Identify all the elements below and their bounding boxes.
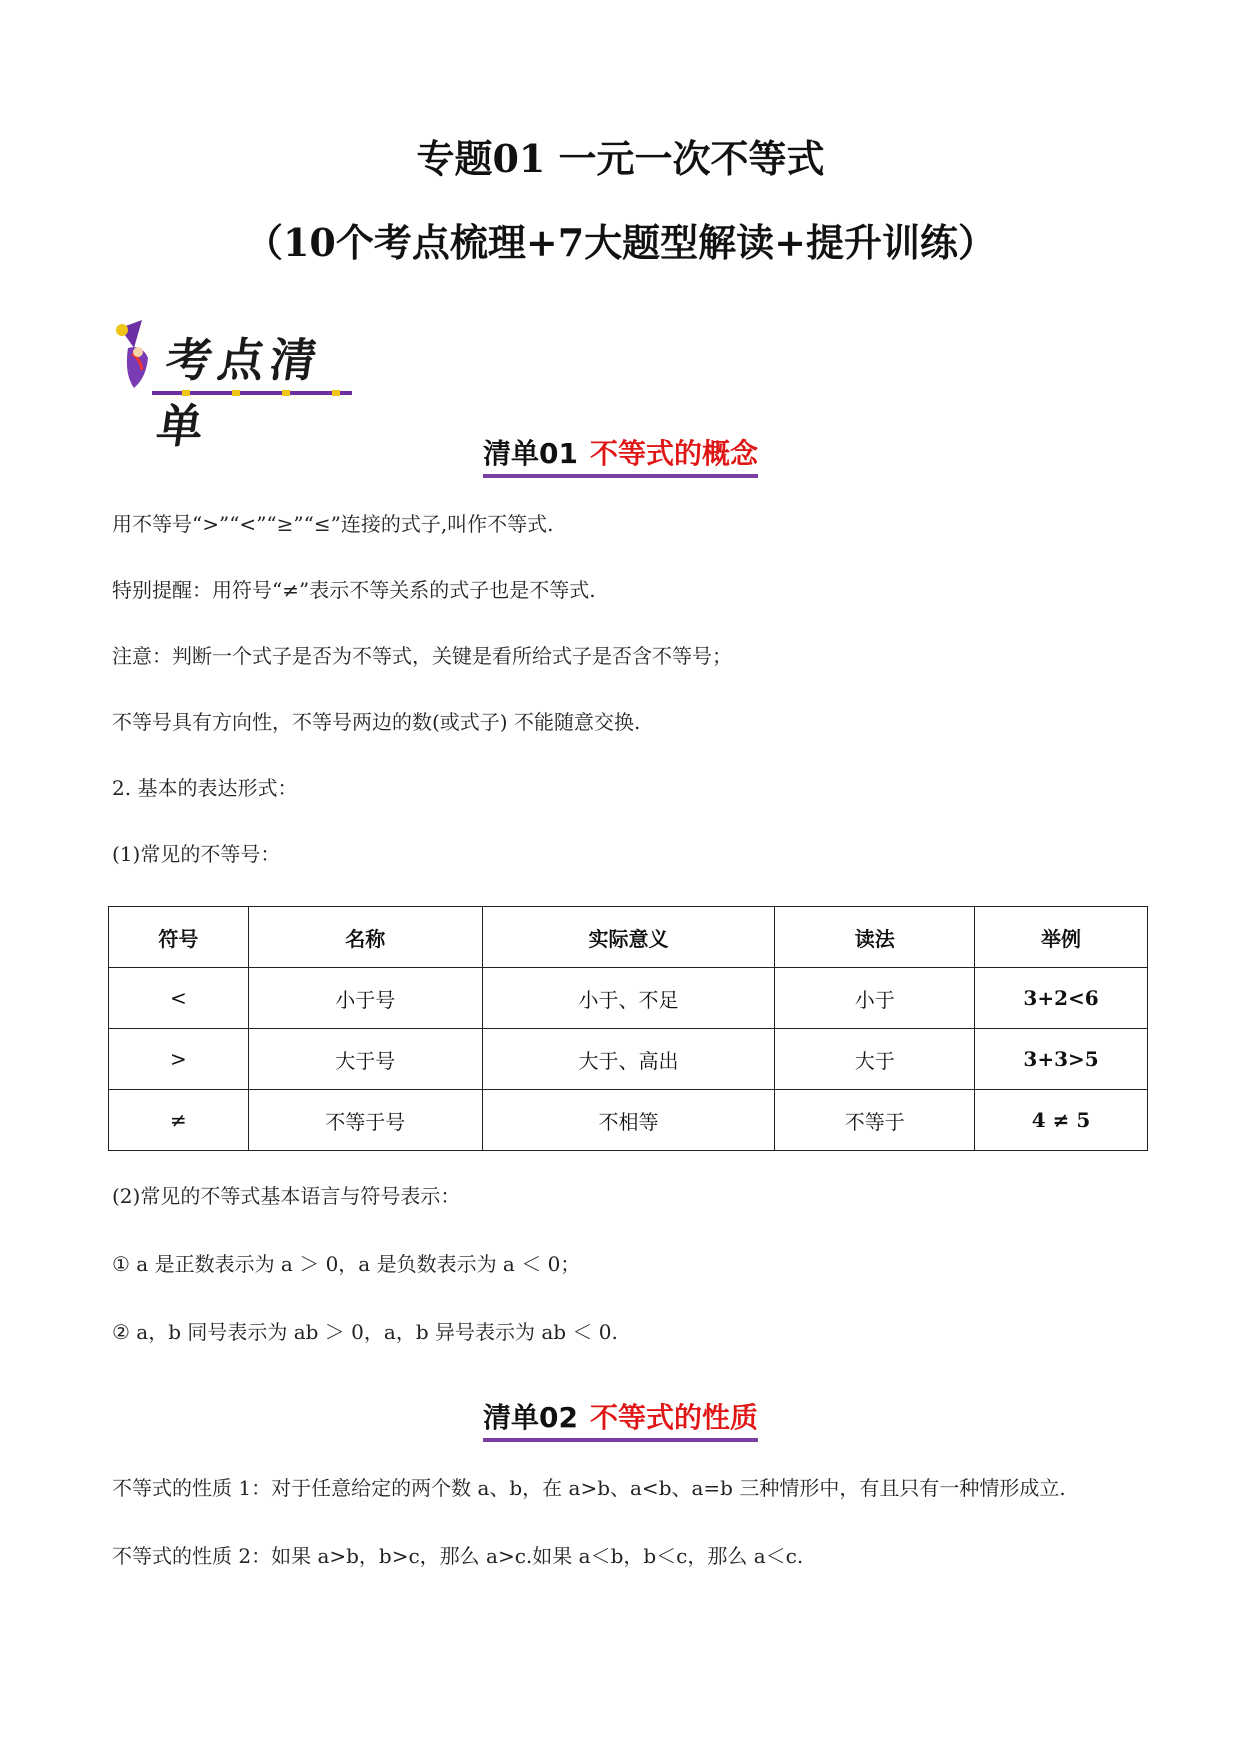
paragraph: 特别提醒：用符号“≠”表示不等关系的式子也是不等式.: [112, 578, 596, 602]
table-cell: 不等于号: [248, 1090, 482, 1151]
section-name: 不等式的性质: [589, 1401, 758, 1434]
paragraph: ① a 是正数表示为 a ＞ 0，a 是负数表示为 a ＜ 0；: [112, 1252, 581, 1276]
table-header-row: [109, 907, 1148, 968]
paragraph: 不等式的性质 1：对于任意给定的两个数 a、b，在 a>b、a<b、a=b 三种情形中，有且只有一种情形成立.: [112, 1476, 1066, 1500]
logo-text: 考点清单: [153, 333, 327, 453]
table-cell: 小于号: [248, 968, 482, 1029]
table-cell: 大于号: [248, 1029, 482, 1090]
logo-dashed-line: [152, 390, 352, 396]
paragraph: (1)常见的不等号：: [112, 842, 281, 866]
paragraph: 2. 基本的表达形式：: [112, 776, 298, 800]
paragraph: (2)常见的不等式基本语言与符号表示：: [112, 1184, 461, 1208]
kaodian-qingdan-logo: [112, 318, 362, 453]
paragraph: 注意：判断一个式子是否为不等式，关键是看所给式子是否含不等号；: [112, 644, 732, 668]
section-heading-2: [0, 1396, 1241, 1442]
section-heading-1: [0, 432, 1241, 478]
table-row: [109, 1090, 1148, 1151]
table-cell: ≠: [109, 1090, 249, 1151]
table-header: 读法: [775, 907, 975, 968]
section-name: 不等式的概念: [589, 437, 758, 470]
table-cell: >: [109, 1029, 249, 1090]
doc-subtitle: （10个考点梳理+7大题型解读+提升训练）: [244, 220, 996, 265]
table-cell: 3+2<6: [975, 968, 1148, 1029]
doc-title: 专题01 一元一次不等式: [416, 136, 825, 181]
table-cell: <: [109, 968, 249, 1029]
table-cell: 大于、高出: [482, 1029, 775, 1090]
table-cell: 不等于: [775, 1090, 975, 1151]
table-cell: 大于: [775, 1029, 975, 1090]
table-cell: 3+3>5: [975, 1029, 1148, 1090]
paragraph: 不等号具有方向性，不等号两边的数(或式子) 不能随意交换.: [112, 710, 641, 734]
table-row: [109, 968, 1148, 1029]
paragraph: 用不等号“>”“<”“≥”“≤”连接的式子,叫作不等式.: [112, 512, 554, 536]
table-cell: 不相等: [482, 1090, 775, 1151]
table-header: 名称: [248, 907, 482, 968]
table-header: 举例: [975, 907, 1148, 968]
table-cell: 4 ≠ 5: [975, 1090, 1148, 1151]
table-cell: 小于: [775, 968, 975, 1029]
table-row: [109, 1029, 1148, 1090]
section-number: 清单02: [483, 1401, 578, 1434]
inequality-sign-table: [108, 906, 1148, 1151]
table-header: 符号: [109, 907, 249, 968]
paragraph: ② a，b 同号表示为 ab ＞ 0，a，b 异号表示为 ab ＜ 0.: [112, 1320, 618, 1344]
section-number: 清单01: [483, 437, 578, 470]
table-header: 实际意义: [482, 907, 775, 968]
paragraph: 不等式的性质 2：如果 a>b，b>c，那么 a>c.如果 a＜b，b＜c，那么 a＜c.: [112, 1544, 804, 1568]
table-cell: 小于、不足: [482, 968, 775, 1029]
